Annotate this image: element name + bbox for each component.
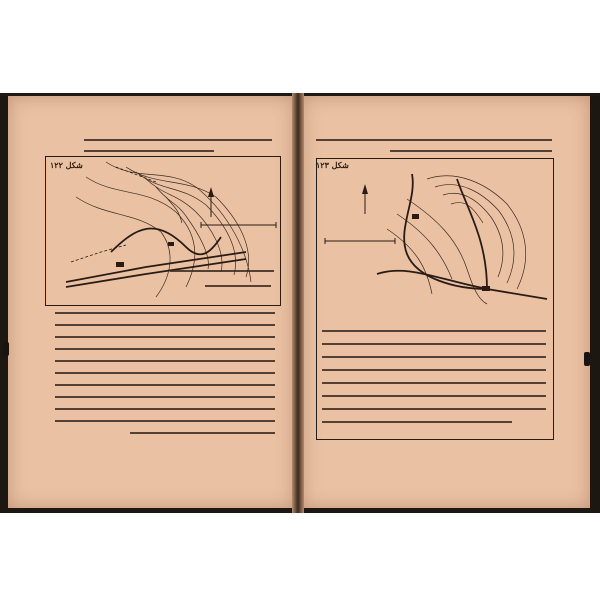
left-body-line (130, 432, 275, 434)
left-body-line (55, 408, 275, 410)
left-body-line (55, 324, 275, 326)
left-header-text-line (84, 139, 272, 141)
right-body-line (322, 395, 546, 397)
left-figure-label: شکل ۱۲۲ (50, 160, 83, 170)
right-header-text-line (390, 150, 552, 152)
right-header-text-line (316, 139, 552, 141)
right-map-frame (316, 158, 554, 440)
left-body-line (55, 396, 275, 398)
left-header-text-line (84, 150, 214, 152)
right-body-line (322, 343, 546, 345)
right-body-line (322, 369, 546, 371)
left-caption-line (205, 285, 271, 287)
right-body-line (322, 330, 546, 332)
left-body-line (55, 336, 275, 338)
right-body-line (322, 356, 546, 358)
left-caption-line (170, 270, 274, 272)
spine-clip-right (584, 352, 590, 366)
book-gutter (292, 93, 304, 513)
right-body-line (322, 408, 546, 410)
left-body-line (55, 384, 275, 386)
left-body-line (55, 312, 275, 314)
left-body-line (55, 348, 275, 350)
left-body-line (55, 372, 275, 374)
right-figure-label: شکل ۱۲۳ (316, 160, 349, 170)
left-body-line (55, 360, 275, 362)
left-topographic-map (46, 157, 280, 305)
right-topographic-map (317, 159, 553, 309)
right-body-line (322, 382, 546, 384)
left-map-frame (45, 156, 281, 306)
spine-clip-left (3, 342, 9, 356)
right-body-line (322, 421, 512, 423)
left-body-line (55, 420, 275, 422)
